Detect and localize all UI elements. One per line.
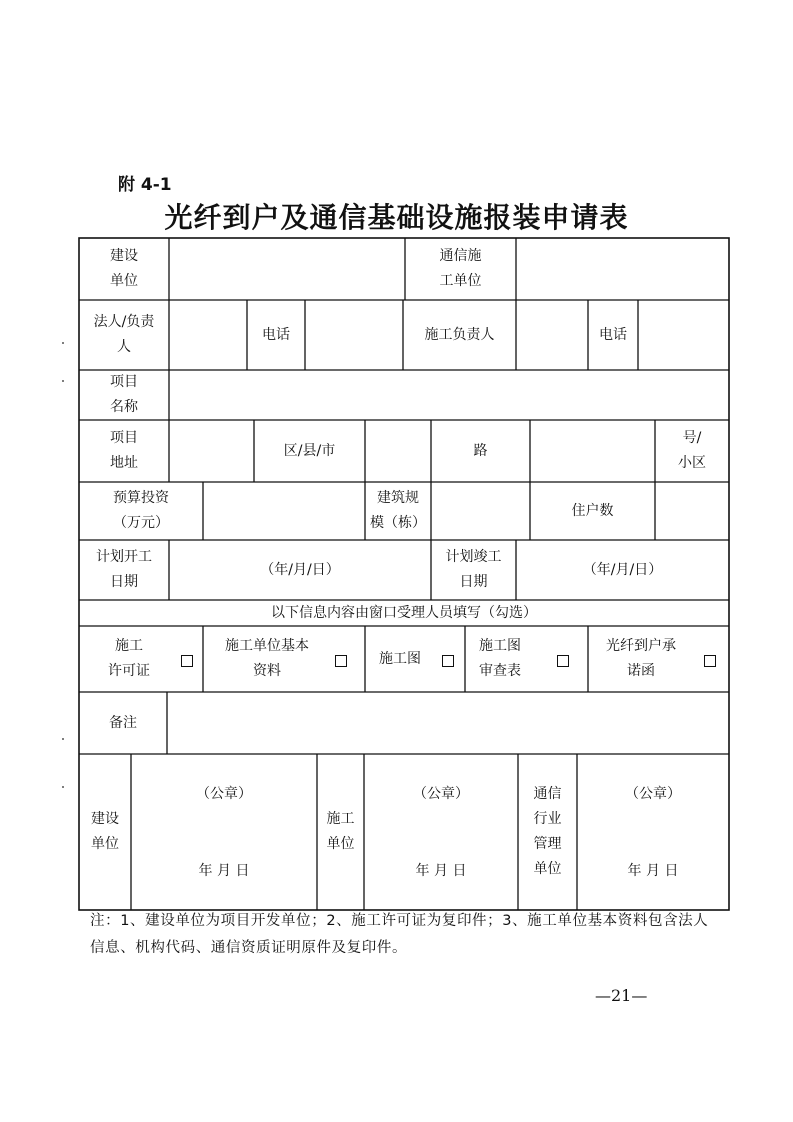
building-scale-field[interactable] bbox=[431, 482, 530, 540]
planned-completion-field[interactable]: （年/月/日） bbox=[582, 561, 663, 578]
phone-field-1[interactable] bbox=[305, 300, 403, 370]
planned-start-label: 计划开工 日期 bbox=[96, 549, 152, 590]
seal-date-builder: 年 月 日 bbox=[415, 862, 467, 879]
budget-label: 预算投资 （万元） bbox=[113, 490, 169, 531]
phone-label-1: 电话 bbox=[262, 326, 290, 343]
planned-start-field[interactable]: （年/月/日） bbox=[260, 561, 340, 578]
project-name-field[interactable] bbox=[169, 370, 729, 420]
form-note: 注：1、建设单位为项目开发单位；2、施工许可证为复印件；3、施工单位基本资料包含法人信息、机构代码、通信资质证明原件及复印件。 bbox=[90, 913, 709, 956]
households-field[interactable] bbox=[655, 482, 729, 540]
telecom-construction-unit-field[interactable] bbox=[516, 238, 729, 300]
checkbox-drawing[interactable] bbox=[442, 655, 454, 667]
building-scale-label: 建筑规 模（栋） bbox=[370, 490, 426, 531]
remarks-label: 备注 bbox=[109, 714, 137, 731]
window-section-header: 以下信息内容由窗口受理人员填写（勾选） bbox=[271, 604, 537, 621]
project-address-label: 项目 地址 bbox=[110, 430, 138, 471]
checkbox-review[interactable] bbox=[557, 655, 569, 667]
scan-mark bbox=[62, 380, 64, 382]
checklist-label-unit-info: 施工单位基本 资料 bbox=[225, 638, 309, 679]
scan-mark bbox=[62, 342, 64, 344]
phone-field-2[interactable] bbox=[638, 300, 729, 370]
checkbox-permit[interactable] bbox=[181, 655, 193, 667]
checklist-label-commitment: 光纤到户承 诺函 bbox=[606, 638, 676, 679]
checklist-label-review: 施工图 审查表 bbox=[479, 638, 521, 679]
checkbox-unit-info[interactable] bbox=[335, 655, 347, 667]
checklist-label-permit: 施工 许可证 bbox=[108, 638, 150, 679]
district-label: 区/县/市 bbox=[283, 442, 336, 459]
seal-unit-builder: 施工 单位 bbox=[326, 811, 355, 852]
seal-label-telecom-authority: （公章） bbox=[625, 785, 681, 802]
number-community-label: 号/ 小区 bbox=[678, 430, 706, 471]
page-number: —21— bbox=[595, 986, 648, 1005]
district-field[interactable] bbox=[169, 420, 254, 482]
scan-mark bbox=[62, 738, 64, 740]
road-label: 路 bbox=[473, 442, 488, 459]
construction-manager-field[interactable] bbox=[516, 300, 588, 370]
legal-person-field[interactable] bbox=[169, 300, 247, 370]
seal-date-telecom-authority: 年 月 日 bbox=[627, 862, 679, 879]
construction-unit-label: 建设 单位 bbox=[110, 248, 138, 289]
remarks-field[interactable] bbox=[167, 692, 729, 754]
seal-unit-telecom-authority: 通信 行业 管理 单位 bbox=[533, 786, 562, 877]
appendix-label: 附 4-1 bbox=[118, 175, 172, 195]
seal-date-construction: 年 月 日 bbox=[198, 862, 250, 879]
seal-label-builder: （公章） bbox=[413, 785, 469, 802]
construction-unit-field[interactable] bbox=[169, 238, 405, 300]
form-title: 光纤到户及通信基础设施报装申请表 bbox=[164, 201, 629, 234]
seal-label-construction: （公章） bbox=[196, 785, 252, 802]
planned-completion-label: 计划竣工 日期 bbox=[445, 549, 502, 590]
number-field[interactable] bbox=[530, 420, 655, 482]
budget-field[interactable] bbox=[203, 482, 365, 540]
scan-mark bbox=[62, 786, 64, 788]
road-field[interactable] bbox=[365, 420, 431, 482]
legal-person-label: 法人/负责 人 bbox=[93, 314, 155, 355]
checklist-label-drawing: 施工图 bbox=[379, 650, 421, 667]
construction-manager-label: 施工负责人 bbox=[424, 326, 495, 343]
checkbox-commitment[interactable] bbox=[704, 655, 716, 667]
project-name-label: 项目 名称 bbox=[110, 374, 138, 415]
seal-unit-construction: 建设 单位 bbox=[91, 811, 119, 852]
phone-label-2: 电话 bbox=[599, 326, 627, 343]
telecom-construction-unit-label: 通信施 工单位 bbox=[439, 248, 482, 289]
households-label: 住户数 bbox=[571, 502, 614, 519]
